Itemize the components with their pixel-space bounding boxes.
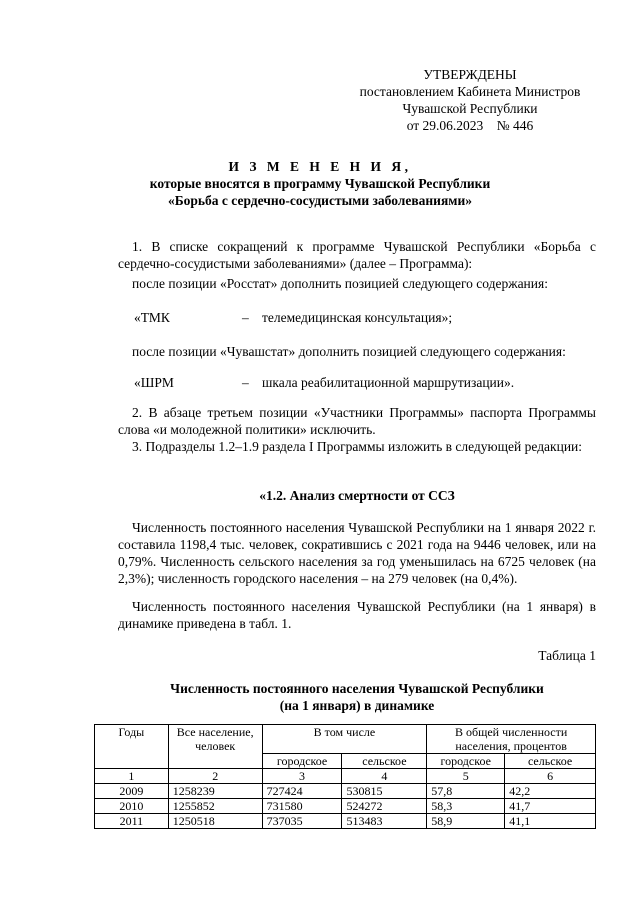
- col-num: 2: [168, 769, 262, 784]
- cell-urban: 731580: [262, 799, 342, 814]
- cell-total: 1250518: [168, 814, 262, 829]
- col-num: 3: [262, 769, 342, 784]
- cell-urban-share: 57,8: [427, 784, 505, 799]
- col-num: 6: [505, 769, 596, 784]
- cell-year: 2009: [95, 784, 169, 799]
- approval-date: от 29.06.2023 № 446: [406, 118, 534, 133]
- section-title: «1.2. Анализ смертности от ССЗ: [259, 488, 455, 503]
- abbr-dash: –: [242, 375, 249, 390]
- table-row: [95, 784, 596, 799]
- table-title-line2: (на 1 января) в динамике: [279, 698, 435, 713]
- cell-year: 2011: [95, 814, 169, 829]
- paragraph-2: 2. В абзаце третьем позиции «Участники Программы» паспорта Программы слова «и молодежной политики» исключить.: [118, 405, 596, 437]
- abbr-key: «ТМК: [134, 310, 170, 325]
- cell-urban: 737035: [262, 814, 342, 829]
- paragraph-5: Численность постоянного населения Чувашской Республики (на 1 января) в динамике приведена в табл. 1.: [118, 599, 596, 631]
- header-total: Все население, человек: [168, 725, 262, 769]
- paragraph-3: 3. Подразделы 1.2–1.9 раздела I Программы изложить в следующей редакции:: [132, 439, 583, 454]
- document-title: [60, 158, 580, 209]
- cell-rural: 513483: [342, 814, 427, 829]
- header-urban-share: городское: [427, 754, 505, 769]
- abbr-key: «ШРМ: [134, 375, 174, 390]
- table-title: [118, 680, 596, 714]
- paragraph-2a: после позиции «Чувашстат» дополнить позицией следующего содержания:: [132, 344, 566, 359]
- paragraph-4: Численность постоянного населения Чувашской Республики на 1 января 2022 г. составила 1198,4 тыс. человек, сократившись с 2021 года на 9446 человек, или на 0,79%. Численность сельского населения за год уменьшилась на 6725 человек (на 2,3%); численность городского населения – на 279 человек (на 0,4%).: [118, 520, 596, 586]
- col-num: 1: [95, 769, 169, 784]
- approval-issuer: постановлением Кабинета Министров: [359, 84, 581, 99]
- header-rural: сельское: [342, 754, 427, 769]
- cell-urban-share: 58,9: [427, 814, 505, 829]
- cell-total: 1258239: [168, 784, 262, 799]
- title-program: «Борьба с сердечно-сосудистыми заболеваниями»: [167, 193, 472, 208]
- table-row: [95, 814, 596, 829]
- abbr-row-shrm: [0, 374, 640, 391]
- cell-total: 1255852: [168, 799, 262, 814]
- header-including: В том числе: [262, 725, 427, 754]
- cell-urban: 727424: [262, 784, 342, 799]
- table-row: [95, 799, 596, 814]
- cell-year: 2010: [95, 799, 169, 814]
- approval-republic: Чувашской Республики: [402, 101, 538, 116]
- header-share: В общей численности населения, процентов: [427, 725, 596, 754]
- cell-rural-share: 41,7: [505, 799, 596, 814]
- abbr-row-tmk: [0, 309, 640, 326]
- approval-title: УТВЕРЖДЕНЫ: [423, 67, 517, 82]
- header-urban: городское: [262, 754, 342, 769]
- title-subline: которые вносятся в программу Чувашской Республики: [149, 176, 491, 191]
- paragraph-1: 1. В списке сокращений к программе Чувашской Республики «Борьба с сердечно-сосудистыми заболеваниями» (далее – Программа):: [118, 239, 596, 271]
- cell-rural: 530815: [342, 784, 427, 799]
- header-years: Годы: [95, 725, 169, 769]
- cell-rural-share: 41,1: [505, 814, 596, 829]
- abbr-value: телемедицинская консультация»;: [262, 310, 453, 325]
- cell-rural-share: 42,2: [505, 784, 596, 799]
- col-num: 5: [427, 769, 505, 784]
- table-title-line1: Численность постоянного населения Чувашской Республики: [170, 681, 544, 696]
- paragraph-1b: после позиции «Росстат» дополнить позицией следующего содержания:: [132, 276, 548, 291]
- abbr-dash: –: [242, 310, 249, 325]
- approval-stamp: [330, 66, 610, 134]
- population-table: [94, 724, 596, 829]
- table-label: Таблица 1: [538, 648, 596, 663]
- abbr-value: шкала реабилитационной маршрутизации».: [262, 375, 515, 390]
- table-header-row: [95, 725, 596, 754]
- title-heading: И З М Е Н Е Н И Я,: [228, 159, 412, 174]
- col-num: 4: [342, 769, 427, 784]
- table-column-numbers: [95, 769, 596, 784]
- cell-rural: 524272: [342, 799, 427, 814]
- cell-urban-share: 58,3: [427, 799, 505, 814]
- header-rural-share: сельское: [505, 754, 596, 769]
